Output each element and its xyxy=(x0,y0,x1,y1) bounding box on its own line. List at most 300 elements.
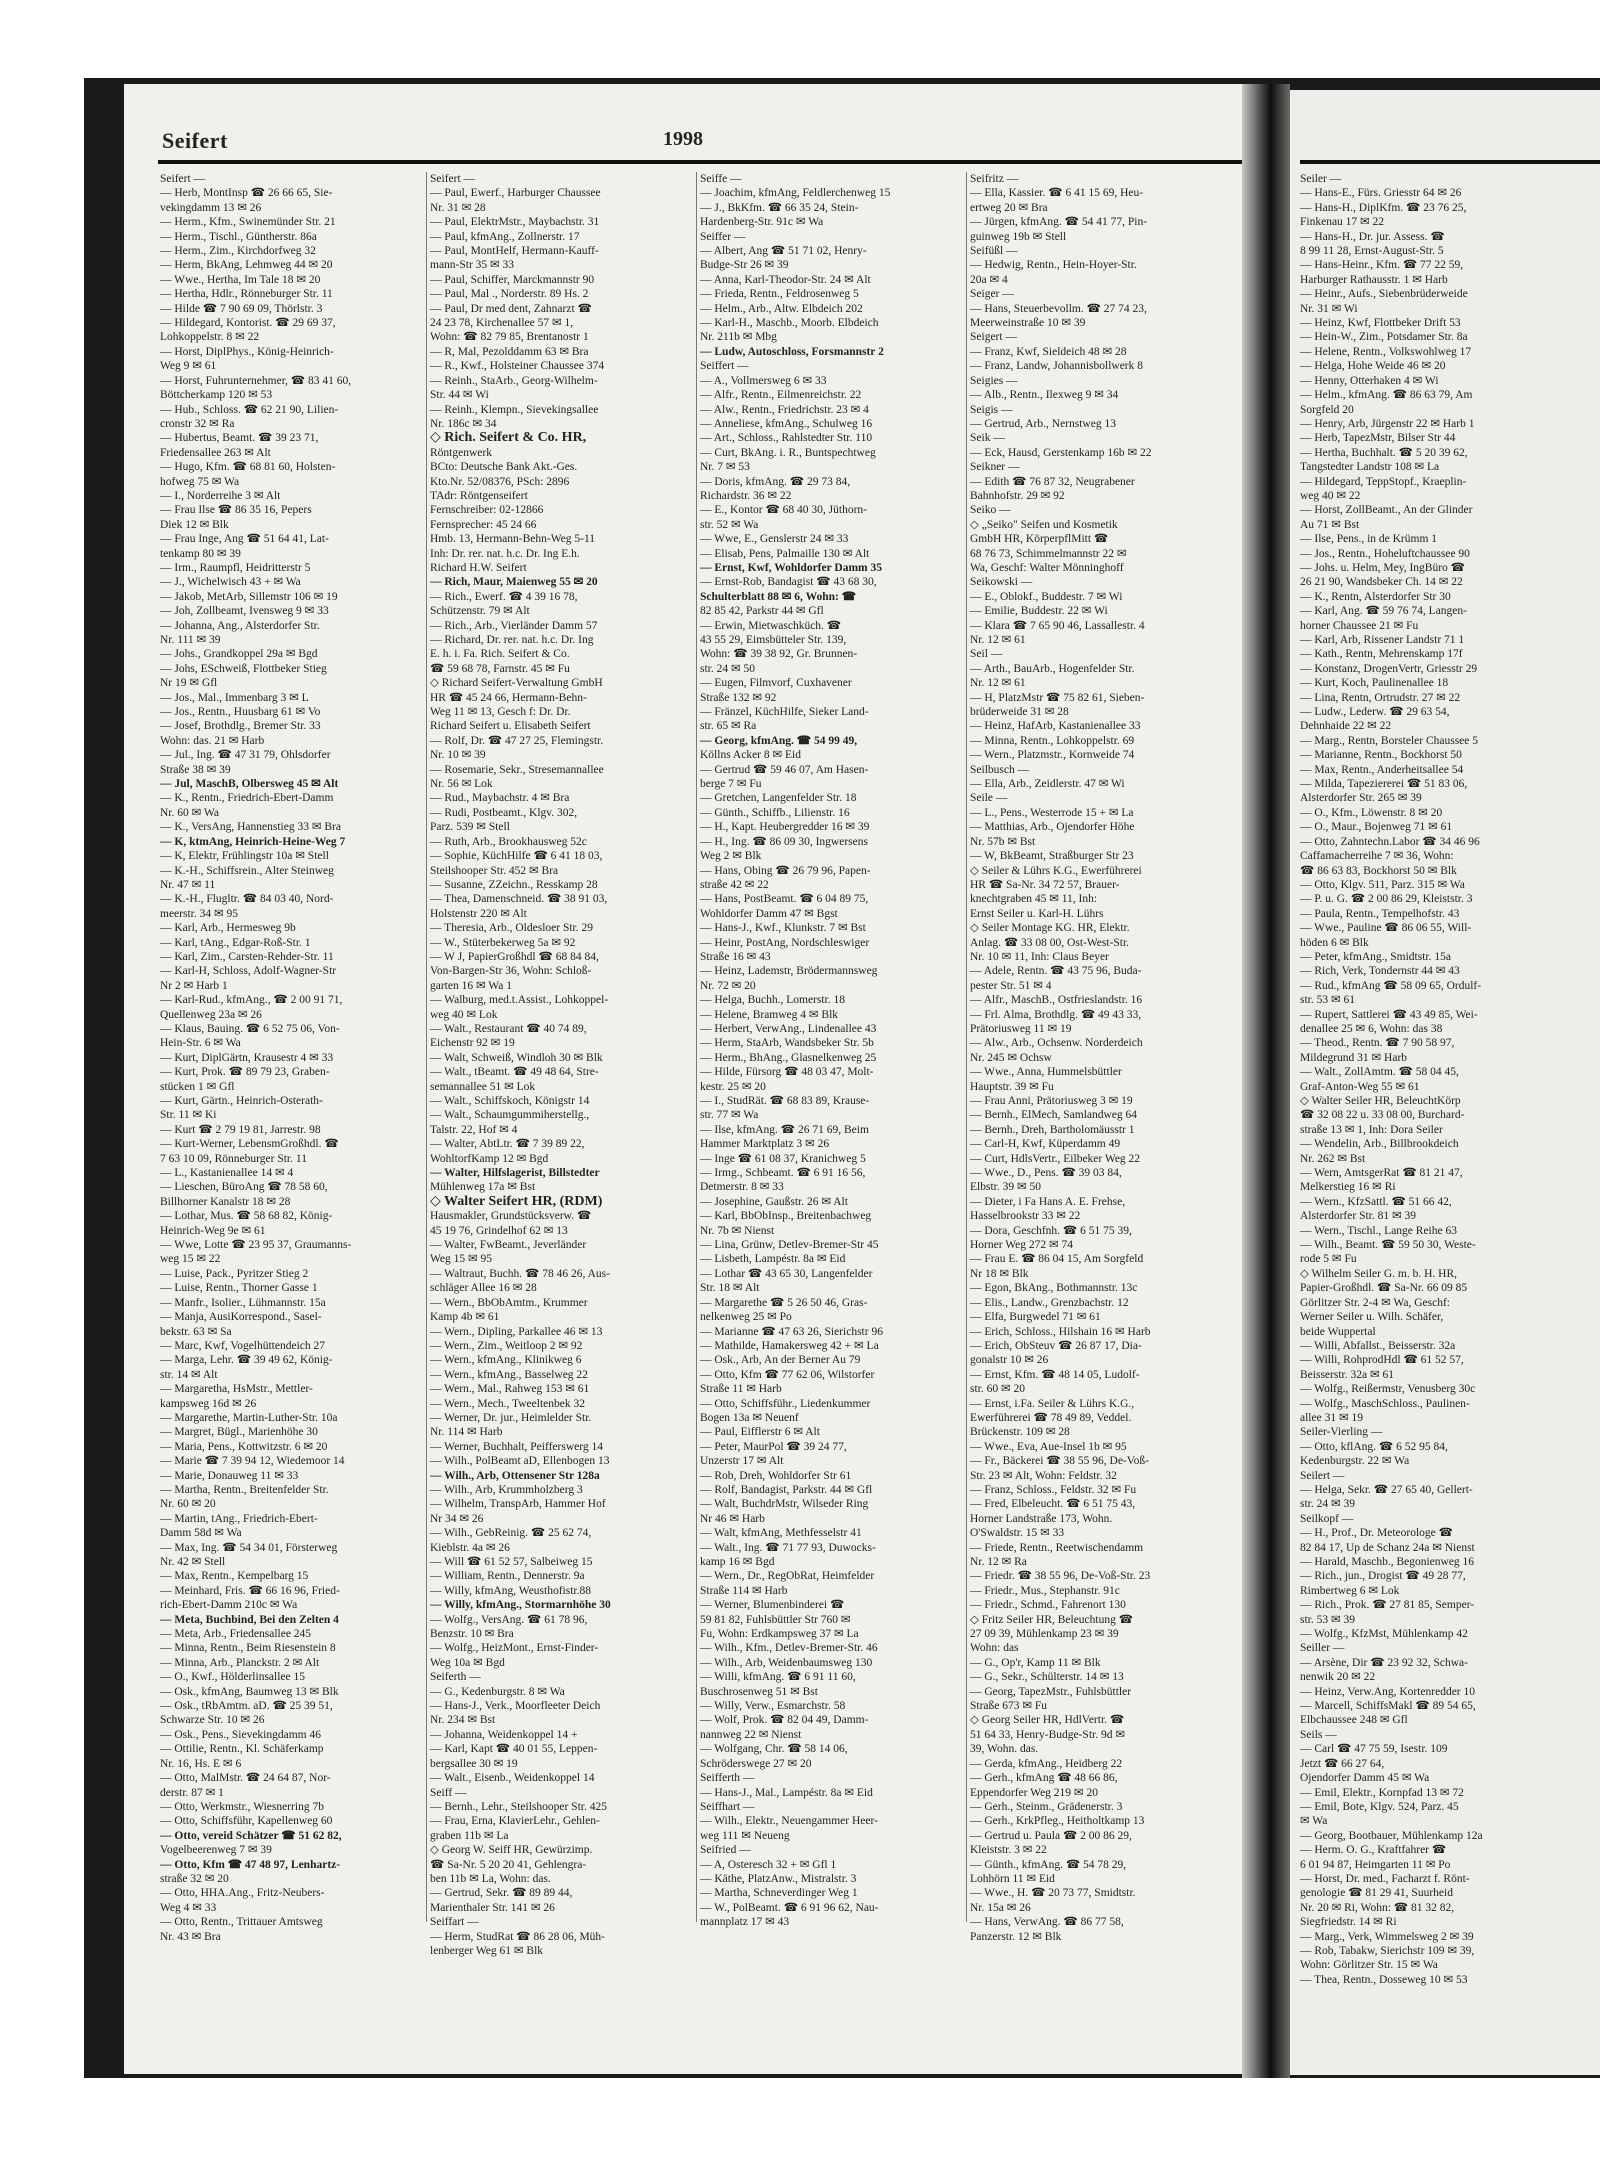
directory-entry-line: HR ☎ Sa-Nr. 34 72 57, Brauer- xyxy=(970,878,1120,891)
directory-entry-line: — Arsène, Dir ☎ 23 92 32, Schwa- xyxy=(1300,1656,1468,1669)
directory-entry-line: Nr. 60 ✉ 20 xyxy=(160,1498,216,1511)
facing-page-column xyxy=(1300,172,1596,1986)
directory-entry-line: Seigies — xyxy=(970,374,1018,387)
directory-entry-line: — Jul, MaschB, Olbersweg 45 ✉ Alt xyxy=(160,778,339,791)
directory-entry-line: — Hans-H., Dr. jur. Assess. ☎ xyxy=(1300,230,1445,243)
directory-entry-line: — Paul, Ewerf., Harburger Chaussee xyxy=(430,187,601,200)
directory-entry-line: Nr. 60 ✉ Wa xyxy=(160,806,219,819)
directory-entry-line: ◇ Georg W. Seiff HR, Gewürzimp. xyxy=(430,1844,593,1857)
directory-entry-line: — Meinhard, Fris. ☎ 66 16 96, Fried- xyxy=(160,1584,340,1597)
directory-entry-line: — Jakob, MetArb, Sillemstr 106 ✉ 19 xyxy=(160,590,338,603)
directory-entry-line: rich-Ebert-Damm 210c ✉ Wa xyxy=(160,1599,298,1612)
directory-entry-line: Schulterblatt 88 ✉ 6, Wohn: ☎ xyxy=(700,590,857,603)
directory-entry-line: Marienthaler Str. 141 ✉ 26 xyxy=(430,1901,555,1914)
directory-entry-line: Nr. 16, Hs. E ✉ 6 xyxy=(160,1757,242,1770)
directory-entry-line: — Wern., Zim., Weitloop 2 ✉ 92 xyxy=(430,1339,583,1352)
directory-entry-line: Billhorner Kanalstr 18 ✉ 28 xyxy=(160,1195,291,1208)
directory-entry-line: str. 24 ✉ 39 xyxy=(1300,1498,1356,1511)
directory-entry-line: Hein-Str. 6 ✉ Wa xyxy=(160,1037,241,1050)
directory-entry-line: cronstr 32 ✉ Ra xyxy=(160,417,235,430)
directory-entry-line: — Herm, StudRat ☎ 86 28 06, Müh- xyxy=(430,1930,605,1943)
directory-entry-line: O'Swaldstr. 15 ✉ 33 xyxy=(970,1527,1065,1540)
directory-entry-line: Ernst Seiler u. Karl-H. Lührs xyxy=(970,907,1104,920)
directory-entry-line: — Wolfg., KfzMst, Mühlenkamp 42 xyxy=(1300,1628,1468,1641)
directory-entry-line: — Irm., Raumpfl, Heidritterstr 5 xyxy=(160,561,311,574)
directory-entry-line: Straße 132 ✉ 92 xyxy=(700,691,777,704)
directory-entry-line: — Rob, Dreh, Wohldorfer Str 61 xyxy=(700,1469,852,1482)
directory-entry-line: Schröderswege 27 ✉ 20 xyxy=(700,1757,812,1770)
directory-entry-line: Damm 58d ✉ Wa xyxy=(160,1527,242,1540)
directory-entry-line: Kleiststr. 3 ✉ 22 xyxy=(970,1844,1047,1857)
directory-entry-line: — Kurt, Gärtn., Heinrich-Osterath- xyxy=(160,1095,323,1107)
directory-entry-line: 20a ✉ 4 xyxy=(970,273,1008,286)
directory-entry-line: — W., PolBeamt. ☎ 6 91 96 62, Nau- xyxy=(700,1901,879,1914)
directory-entry-line: Nr 18 ✉ Blk xyxy=(970,1267,1029,1280)
directory-entry-line: Nr. 12 ✉ Ra xyxy=(970,1556,1027,1568)
directory-entry-line: — Paula, Rentn., Tempelhofstr. 43 xyxy=(1300,907,1460,920)
directory-entry-line: — Paul, Mal ., Norderstr. 89 Hs. 2 xyxy=(430,288,589,301)
directory-entry-line: kamp 16 ✉ Bgd xyxy=(700,1556,775,1568)
directory-entry-line: — Franz, Kwf, Sieldeich 48 ✉ 28 xyxy=(970,345,1127,358)
directory-entry-line: — Lina, Rentn, Ortrudstr. 27 ✉ 22 xyxy=(1300,691,1461,704)
directory-entry-line: — Wern., Mal., Rahweg 153 ✉ 61 xyxy=(430,1383,590,1396)
directory-entry-line: — Wilh., PolBeamt aD, Ellenbogen 13 xyxy=(430,1455,610,1468)
directory-entry-line: Seifritz — xyxy=(970,173,1019,185)
directory-entry-line: — Friedr., Schmd., Fahrenort 130 xyxy=(970,1599,1126,1612)
directory-entry-line: Bogen 13a ✉ Neuenf xyxy=(700,1411,799,1424)
directory-entry-line: genologie ☎ 81 29 41, Suurheid xyxy=(1300,1887,1453,1900)
directory-entry-line: — Marianne ☎ 47 63 26, Sierichstr 96 xyxy=(700,1325,883,1338)
directory-entry-line: — Wern., KfzSattl. ☎ 51 66 42, xyxy=(1300,1195,1452,1208)
directory-entry-line: — Otto, Rentn., Trittauer Amtsweg xyxy=(160,1916,323,1929)
directory-entry-line: — Günth., kfmAng. ☎ 54 78 29, xyxy=(970,1858,1127,1871)
directory-entry-line: bergsallee 30 ✉ 19 xyxy=(430,1757,518,1770)
directory-entry-line: Seiffhart — xyxy=(700,1800,755,1813)
directory-entry-line: Nr 34 ✉ 26 xyxy=(430,1512,484,1525)
directory-entry-line: — P. u. G. ☎ 2 00 86 29, Kleiststr. 3 xyxy=(1300,893,1473,906)
directory-entry-line: — Fränzel, KüchHilfe, Sieker Land- xyxy=(700,706,869,719)
directory-entry-line: — Otto, Zahntechn.Labor ☎ 34 46 96 xyxy=(1300,835,1480,848)
directory-entry-line: Talstr. 22, Hof ✉ 4 xyxy=(430,1123,518,1136)
directory-entry-line: — Ernst-Rob, Bandagist ☎ 43 68 30, xyxy=(700,576,877,589)
directory-entry-line: — Wolf, Prok. ☎ 82 04 49, Damm- xyxy=(700,1714,869,1727)
directory-entry-line: — W J, PapierGroßhdl ☎ 68 84 84, xyxy=(430,950,599,963)
directory-entry-line: Richardstr. 36 ✉ 22 xyxy=(700,489,792,502)
directory-entry-line: Nr. 15a ✉ 26 xyxy=(970,1901,1031,1914)
directory-entry-line: — Waltraut, Buchh. ☎ 78 46 26, Aus- xyxy=(430,1267,610,1280)
directory-entry-line: Weg 10a ✉ Bgd xyxy=(430,1656,505,1669)
directory-entry-line: — Luise, Pack., Pyritzer Stieg 2 xyxy=(160,1267,309,1280)
directory-entry-line: — Franz, Schloss., Feldstr. 32 ✉ Fu xyxy=(970,1483,1137,1496)
directory-entry-line: Eppendorfer Weg 219 ✉ 20 xyxy=(970,1786,1098,1799)
directory-entry-line: kestr. 25 ✉ 20 xyxy=(700,1080,766,1093)
directory-entry-line: — Thea, Rentn., Dosseweg 10 ✉ 53 xyxy=(1300,1973,1468,1986)
directory-entry-line: Weg 11 ✉ 13, Gesch f: Dr. Dr. xyxy=(430,706,571,719)
directory-entry-line: — K., VersAng, Hannenstieg 33 ✉ Bra xyxy=(160,821,341,834)
directory-entry-line: Schwarze Str. 10 ✉ 26 xyxy=(160,1714,265,1727)
directory-entry-line: graben 11b ✉ La xyxy=(430,1829,509,1842)
directory-entry-line: Holstenstr 220 ✉ Alt xyxy=(430,907,527,920)
directory-entry-line: — Margaretha, HsMstr., Mettler- xyxy=(160,1383,313,1396)
directory-entry-line: — Otto, Schiffsführ, Kapellenweg 60 xyxy=(160,1815,333,1828)
directory-entry-line: kampsweg 16d ✉ 26 xyxy=(160,1397,257,1410)
directory-entry-line: — Bernh., ElMech, Samlandweg 64 xyxy=(970,1109,1138,1122)
directory-entry-line: 27 09 39, Mühlenkamp 23 ✉ 39 xyxy=(970,1628,1119,1641)
directory-entry-line: — K, ktmAng, Heinrich-Heine-Weg 7 xyxy=(160,835,346,848)
directory-entry-line: — Elfa, Burgwedel 71 ✉ 61 xyxy=(970,1311,1101,1324)
directory-entry-line: weg 111 ✉ Neueng xyxy=(700,1829,790,1842)
directory-entry-line: meerstr. 34 ✉ 95 xyxy=(160,907,238,920)
directory-entry-line: — A., Vollmersweg 6 ✉ 33 xyxy=(700,374,827,387)
directory-entry-line: Nr 46 ✉ Harb xyxy=(700,1512,765,1525)
directory-entry-line: — Karl, Kapt ☎ 40 01 55, Leppen- xyxy=(430,1743,598,1756)
directory-entry-line: — Willy, kfmAng, Weusthofistr.88 xyxy=(430,1584,591,1597)
directory-entry-line: — Georg, kfmAng. ☎ 54 99 49, xyxy=(700,734,858,747)
directory-entry-line: — Ottilie, Rentn., Kl. Schäferkamp xyxy=(160,1743,324,1756)
directory-entry-line: Weg 2 ✉ Blk xyxy=(700,850,762,863)
directory-entry-line: — Paul, Eifflerstr 6 ✉ Alt xyxy=(700,1426,820,1439)
directory-entry-line: — Werner, Buchhalt, Peifferswerg 14 xyxy=(430,1440,603,1453)
directory-entry-line: — H., Prof., Dr. Meteorologe ☎ xyxy=(1300,1527,1453,1540)
directory-entry-line: Weg 9 ✉ 61 xyxy=(160,360,217,373)
directory-entry-line: — Karl-H., Maschb., Moorb. Elbdeich xyxy=(700,317,879,330)
directory-entry-line: mannplatz 17 ✉ 43 xyxy=(700,1916,790,1929)
directory-entry-line: Kieblstr. 4a ✉ 26 xyxy=(430,1541,510,1554)
directory-entry-line: — Alw., Rentn., Friedrichstr. 23 ✉ 4 xyxy=(700,403,869,416)
directory-entry-line: — Jürgen, kfmAng. ☎ 54 41 77, Pin- xyxy=(970,216,1148,229)
directory-entry-line: — Friedr. ☎ 38 55 96, De-Voß-Str. 23 xyxy=(970,1570,1151,1583)
directory-entry-line: — Rud., Maybachstr. 4 ✉ Bra xyxy=(430,792,570,805)
directory-entry-line: — Walter, FwBeamt., Jeverländer xyxy=(430,1239,587,1252)
directory-entry-line: — Joh, Zollbeamt, Ivensweg 9 ✉ 33 xyxy=(160,605,329,618)
directory-entry-line: — Erich, Schloss., Hilshain 16 ✉ Harb xyxy=(970,1325,1151,1338)
directory-entry-line: — Heinz, HafArb, Kastanienallee 33 xyxy=(970,720,1141,733)
directory-entry-line: — Franz, Landw, Johannisbollwerk 8 xyxy=(970,360,1143,373)
directory-entry-line: — Josephine, Gaußstr. 26 ✉ Alt xyxy=(700,1195,848,1208)
directory-entry-line: 59 81 82, Fuhlsbüttler Str 760 ✉ xyxy=(700,1613,851,1626)
directory-entry-line: — Karl-H, Schloss, Adolf-Wagner-Str xyxy=(160,965,337,978)
directory-entry-line: — Frau Anni, Prätoriusweg 3 ✉ 19 xyxy=(970,1095,1133,1107)
directory-entry-line: — Helene, Bramweg 4 ✉ Blk xyxy=(700,1008,839,1021)
directory-entry-line: str. 53 ✉ 39 xyxy=(1300,1613,1356,1626)
directory-entry-line: Bahnhofstr. 29 ✉ 92 xyxy=(970,489,1065,502)
directory-entry-line: — Walt., Restaurant ☎ 40 74 89, xyxy=(430,1022,587,1035)
directory-entry-line: — Otto, kflAng. ☎ 6 52 95 84, xyxy=(1300,1440,1448,1453)
directory-entry-line: — Willi, kfmAng. ☎ 6 91 11 60, xyxy=(700,1671,856,1684)
directory-entry-line: Fu, Wohn: Erdkampsweg 37 ✉ La xyxy=(700,1628,859,1641)
directory-entry-line: — Willy, Verw., Esmarchstr. 58 xyxy=(700,1700,846,1713)
directory-entry-line: — Martha, Rentn., Breitenfelder Str. xyxy=(160,1483,329,1496)
directory-entry-line: — Paul, ElektrMstr., Maybachstr. 31 xyxy=(430,216,600,229)
directory-entry-line: — Walburg, med.t.Assist., Lohkoppel- xyxy=(430,994,609,1007)
directory-entry-line: — Martha, Schneverdinger Weg 1 xyxy=(700,1887,858,1900)
directory-entry-line: Wohn: das xyxy=(970,1642,1019,1655)
directory-entry-line: schläger Allee 16 ✉ 28 xyxy=(430,1282,537,1295)
directory-entry-line: — Susanne, ZZeichn., Resskamp 28 xyxy=(430,878,598,891)
directory-entry-line: derstr. 87 ✉ 1 xyxy=(160,1786,224,1799)
directory-entry-line: Nr 2 ✉ Harb 1 xyxy=(160,979,228,992)
directory-entry-line: — Hubertus, Beamt. ☎ 39 23 71, xyxy=(160,432,319,445)
directory-entry-line: — Wern., Tischl., Lange Reihe 63 xyxy=(1300,1224,1457,1237)
directory-entry-line: — Paul, MontHelf, Hermann-Kauff- xyxy=(430,245,599,258)
directory-entry-line: — Hildegard, TeppStopf., Kraeplin- xyxy=(1300,475,1467,488)
directory-entry-line: ben 11b ✉ La, Wohn: das. xyxy=(430,1872,551,1885)
directory-entry-line: — Rich., Prok. ☎ 27 81 85, Semper- xyxy=(1300,1599,1475,1612)
directory-entry-line: Straße 114 ✉ Harb xyxy=(700,1584,788,1597)
directory-entry-line: Seils — xyxy=(1300,1728,1337,1741)
directory-entry-line: — Edith ☎ 76 87 32, Neugrabener xyxy=(970,475,1135,488)
directory-entry-line: Nr. 31 ✉ Wi xyxy=(1300,302,1358,315)
directory-entry-line: — Wwe, E., Genslerstr 24 ✉ 33 xyxy=(700,533,849,546)
directory-entry-line: — Frau Inge, Ang ☎ 51 64 41, Lat- xyxy=(160,533,329,546)
directory-entry-line: — Gretchen, Langenfelder Str. 18 xyxy=(700,792,857,805)
directory-entry-line: — Hertha, Hdlr., Rönneburger Str. 11 xyxy=(160,288,333,301)
directory-entry-line: — Matthias, Arb., Ojendorfer Höhe xyxy=(970,821,1135,834)
directory-entry-line: — Kurt, Koch, Paulinenallee 18 xyxy=(1300,677,1449,690)
directory-entry-line: horner Chaussee 21 ✉ Fu xyxy=(1300,619,1419,632)
directory-entry-line: — Fred, Elbeleucht. ☎ 6 51 75 43, xyxy=(970,1498,1136,1511)
directory-entry-line: Diek 12 ✉ Blk xyxy=(160,518,229,531)
directory-entry-line: vekingdamm 13 ✉ 26 xyxy=(160,201,262,214)
directory-entry-line: Nr. 10 ✉ 11, Inh: Claus Beyer xyxy=(970,950,1109,963)
directory-entry-line: — H., Kapt. Heubergredder 16 ✉ 39 xyxy=(700,821,870,834)
directory-entry-line: — J., Wichelwisch 43 + ✉ Wa xyxy=(160,576,301,589)
directory-entry-line: — Gerh., KrkPfleg., Heitholtkamp 13 xyxy=(970,1815,1145,1828)
directory-entry-line: E. h. i. Fa. Rich. Seifert & Co. xyxy=(430,648,570,661)
directory-entry-line: Lohhörn 11 ✉ Eid xyxy=(970,1872,1055,1885)
directory-entry-line: Nr. 7 ✉ 53 xyxy=(700,461,750,474)
directory-entry-line: — Lothar, Mus. ☎ 58 68 82, König- xyxy=(160,1210,333,1223)
directory-entry-line: — Wwe., Eva, Aue-Insel 1b ✉ 95 xyxy=(970,1440,1127,1453)
directory-entry-line: — Marie ☎ 7 39 94 12, Wiedemoor 14 xyxy=(160,1455,345,1468)
directory-entry-line: — Hilde, Fürsorg ☎ 48 03 47, Molt- xyxy=(700,1066,874,1079)
directory-entry-line: Str. 23 ✉ Alt, Wohn: Feldstr. 32 xyxy=(970,1469,1117,1482)
directory-entry-line: — Wwe., Pauline ☎ 86 06 55, Will- xyxy=(1300,922,1472,935)
directory-entry-line: — Osk., Arb, An der Berner Au 79 xyxy=(700,1354,861,1367)
directory-entry-line: Nr. 7b ✉ Nienst xyxy=(700,1224,775,1237)
directory-entry-line: — Martin, tAng., Friedrich-Ebert- xyxy=(160,1512,318,1525)
directory-entry-line: — Horst, Fuhrunternehmer, ☎ 83 41 60, xyxy=(160,374,352,387)
directory-entry-line: — Marcell, SchiffsMakl ☎ 89 54 65, xyxy=(1300,1700,1476,1713)
page-number: 1998 xyxy=(663,128,703,150)
directory-entry-line: Wa, Geschf: Walter Mönninghoff xyxy=(970,561,1124,574)
directory-entry-line: — Herb, MontInsp ☎ 26 66 65, Sie- xyxy=(160,187,333,200)
directory-entry-line: — Walt., ZollAmtm. ☎ 58 04 45, xyxy=(1300,1066,1459,1079)
directory-entry-line: — E., Kontor ☎ 68 40 30, Jüthorn- xyxy=(700,504,868,517)
directory-entry-line: — Helene, Rentn., Volkswohlweg 17 xyxy=(1300,345,1472,358)
directory-entry-line: — Wilh., GebReinig. ☎ 25 62 74, xyxy=(430,1527,592,1540)
directory-entry-line: — Erwin, Mietwaschküch. ☎ xyxy=(700,619,842,632)
directory-entry-line: — Wolfg., Reißermstr, Venusberg 30c xyxy=(1300,1383,1476,1396)
directory-entry-line: Elbstr. 39 ✉ 50 xyxy=(970,1181,1041,1194)
directory-entry-line: — Peter, kfmAng., Smidtstr. 15a xyxy=(1300,950,1451,963)
directory-entry-line: — Jos., Rentn., Hoheluftchaussee 90 xyxy=(1300,547,1470,560)
directory-entry-line: — Otto, Klgv. 511, Parz. 315 ✉ Wa xyxy=(1300,878,1465,891)
directory-entry-line: — Wwe., H. ☎ 20 73 77, Smidtstr. xyxy=(970,1887,1136,1900)
directory-entry-line: — Wilhelm, TranspArb, Hammer Hof xyxy=(430,1498,606,1511)
directory-entry-line: Buschrosenweg 51 ✉ Bst xyxy=(700,1685,818,1698)
directory-entry-line: — Emilie, Buddestr. 22 ✉ Wi xyxy=(970,605,1108,618)
directory-entry-line: — Max, Rentn., Anderheitsallee 54 xyxy=(1300,763,1464,776)
directory-entry-line: Panzerstr. 12 ✉ Blk xyxy=(970,1930,1062,1943)
directory-entry-line: Seiko — xyxy=(970,504,1011,517)
directory-entry-line: HR ☎ 45 24 66, Hermann-Behn- xyxy=(430,691,587,704)
directory-entry-line: — Emil, Bote, Klgv. 524, Parz. 45 xyxy=(1300,1800,1459,1813)
directory-entry-line: — Lisbeth, Lampéstr. 8a ✉ Eid xyxy=(700,1253,846,1266)
directory-entry-line: — Gerh., kfmAng ☎ 48 66 86, xyxy=(970,1772,1118,1785)
directory-entry-line: — Herm., Zim., Kirchdorfweg 32 xyxy=(160,245,316,258)
directory-entry-line: str. 60 ✉ 20 xyxy=(970,1383,1026,1396)
directory-entry-line: Parz. 539 ✉ Stell xyxy=(430,821,510,834)
directory-entry-line: Seigis — xyxy=(970,403,1013,416)
directory-entry-line: — Hedwig, Rentn., Hein-Hoyer-Str. xyxy=(970,259,1137,272)
directory-entry-line: — Sophie, KüchHilfe ☎ 6 41 18 03, xyxy=(430,850,603,863)
directory-entry-line: nenwik 20 ✉ 22 xyxy=(1300,1671,1376,1684)
directory-entry-line: Ewerführerei ☎ 78 49 89, Veddel. xyxy=(970,1411,1132,1424)
directory-entry-line: gonalstr 10 ✉ 26 xyxy=(970,1354,1049,1367)
directory-entry-line: Meerweinstraße 10 ✉ 39 xyxy=(970,317,1086,330)
column-divider xyxy=(696,172,697,1922)
directory-entry-line: — Ilse, Pens., in de Krümm 1 xyxy=(1300,533,1438,546)
directory-entry-line: Lohkoppelstr. 8 ✉ 22 xyxy=(160,331,260,344)
directory-entry-line: str. 65 ✉ Ra xyxy=(700,720,757,733)
directory-entry-line: — Heinz, Kwf, Flottbeker Drift 53 xyxy=(1300,317,1461,330)
directory-entry-line: Quellenweg 23a ✉ 26 xyxy=(160,1008,262,1021)
directory-entry-line: Seifert — xyxy=(430,173,476,185)
directory-entry-line: tenkamp 80 ✉ 39 xyxy=(160,547,241,560)
directory-entry-line: — Wilh., Arb, Ottensener Str 128a xyxy=(430,1469,600,1482)
directory-entry-line: 43 55 29, Eimsbütteler Str. 139, xyxy=(700,634,847,646)
directory-entry-line: — Karl, Ang. ☎ 59 76 74, Langen- xyxy=(1300,605,1467,618)
directory-entry-line: — Walt., tBeamt. ☎ 49 48 64, Stre- xyxy=(430,1066,599,1079)
running-head-name: Seifert xyxy=(162,128,228,153)
directory-entry-line: Wohn: ☎ 39 38 92, Gr. Brunnen- xyxy=(700,648,858,661)
directory-entry-line: Straße 38 ✉ 39 xyxy=(160,763,231,776)
directory-entry-line: — Manfr., Isolier., Lühmannstr. 15a xyxy=(160,1296,326,1309)
directory-entry-line: — Rosemarie, Sekr., Stresemannallee xyxy=(430,763,604,776)
directory-entry-line: — Walter, Hilfslagerist, Billstedter xyxy=(430,1167,600,1180)
directory-entry-line: Mühlenweg 17a ✉ Bst xyxy=(430,1181,536,1194)
directory-entry-line: — K., Rentn., Friedrich-Ebert-Damm xyxy=(160,792,334,805)
directory-entry-line: — W., Stüterbekerweg 5a ✉ 92 xyxy=(430,936,576,949)
directory-entry-line: Seiger — xyxy=(970,288,1014,301)
directory-entry-line: — Hans-J., Mal., Lampéstr. 8a ✉ Eid xyxy=(700,1786,873,1799)
directory-entry-line: Seikowski — xyxy=(970,576,1033,589)
page-header xyxy=(158,126,1242,156)
directory-entry-line: — Frl. Alma, Brothdlg. ☎ 49 43 33, xyxy=(970,1008,1142,1021)
directory-entry-line: Harburger Rathausstr. 1 ✉ Harb xyxy=(1300,273,1448,286)
directory-entry-line: — Meta, Buchbind, Bei den Zelten 4 xyxy=(160,1613,339,1626)
directory-entry-line: — Osk., tRbAmtm. aD. ☎ 25 39 51, xyxy=(160,1700,333,1713)
directory-entry-line: — Minna, Arb., Planckstr. 2 ✉ Alt xyxy=(160,1656,320,1669)
directory-entry-line: — Hub., Schloss. ☎ 62 21 90, Lilien- xyxy=(160,403,339,416)
directory-column-2 xyxy=(430,172,692,1957)
directory-entry-line: — Eugen, Filmvorf, Cuxhavener xyxy=(700,677,852,690)
directory-entry-line: ◇ Walter Seifert HR, (RDM) xyxy=(430,1193,603,1209)
directory-entry-line: rode 5 ✉ Fu xyxy=(1300,1253,1357,1266)
directory-entry-line: Weg 15 ✉ 95 xyxy=(430,1253,493,1266)
directory-entry-line: Seilbusch — xyxy=(970,763,1030,776)
directory-entry-line: Nr. 31 ✉ 28 xyxy=(430,201,486,214)
directory-entry-line: — Friedr., Mus., Stephanstr. 91c xyxy=(970,1584,1120,1597)
directory-entry-line: Seiferth — xyxy=(430,1671,481,1684)
directory-entry-line: Fernsprecher: 45 24 66 xyxy=(430,518,537,531)
directory-entry-line: — Walter, AbtLtr. ☎ 7 39 89 22, xyxy=(430,1138,585,1151)
directory-column-1 xyxy=(160,172,422,1943)
directory-entry-line: — Bernh., Lehr., Steilshooper Str. 425 xyxy=(430,1800,607,1813)
directory-entry-line: — Marg., Verk, Wimmelsweg 2 ✉ 39 xyxy=(1300,1930,1474,1943)
directory-entry-line: — Wern., kfmAng., Basselweg 22 xyxy=(430,1368,588,1381)
directory-entry-line: — Thea, Damenschneid. ☎ 38 91 03, xyxy=(430,893,608,906)
directory-entry-line: — Curt, HdlsVertr., Eilbeker Weg 22 xyxy=(970,1152,1141,1165)
directory-entry-line: — Alw., Arb., Ochsenw. Norderdeich xyxy=(970,1037,1143,1050)
directory-entry-line: ◇ „Seiko" Seifen und Kosmetik xyxy=(970,518,1118,531)
directory-entry-line: Seik — xyxy=(970,432,1005,445)
directory-entry-line: Caffamacherreihe 7 ✉ 36, Wohn: xyxy=(1300,850,1454,863)
directory-entry-line: Hasselbrookstr 33 ✉ 22 xyxy=(970,1210,1081,1223)
directory-entry-line: WohltorfKamp 12 ✉ Bgd xyxy=(430,1152,549,1165)
directory-entry-line: — Hertha, Buchhalt. ☎ 5 20 39 62, xyxy=(1300,446,1468,459)
directory-entry-line: — O., Kfm., Löwenstr. 8 ✉ 20 xyxy=(1300,806,1443,819)
directory-entry-line: ✉ Wa xyxy=(1300,1815,1328,1828)
directory-entry-line: ☎ 59 68 78, Farnstr. 45 ✉ Fu xyxy=(430,662,570,675)
directory-entry-line: — Käthe, PlatzAnw., Mistralstr. 3 xyxy=(700,1872,857,1885)
directory-entry-line: Hausmakler, Grundstücksverw. ☎ xyxy=(430,1210,592,1223)
directory-entry-line: — Hildegard, Kontorist. ☎ 29 69 37, xyxy=(160,317,336,330)
directory-entry-line: — K.-H., Flugltr. ☎ 84 03 40, Nord- xyxy=(160,893,334,906)
directory-entry-line: — Reinh., Klempn., Sievekingsallee xyxy=(430,403,599,416)
directory-entry-line: — Kath., Rentn, Mehrenskamp 17f xyxy=(1300,648,1463,661)
directory-entry-line: Dehnhaide 22 ✉ 22 xyxy=(1300,720,1392,733)
directory-entry-line: — I., StudRät. ☎ 68 83 89, Krause- xyxy=(700,1095,870,1107)
directory-entry-line: 39, Wohn. das. xyxy=(970,1743,1039,1756)
directory-entry-line: — Hans-E., Fürs. Griesstr 64 ✉ 26 xyxy=(1300,187,1462,200)
directory-entry-line: Horner Landstraße 173, Wohn. xyxy=(970,1512,1113,1525)
directory-entry-line: — Elisab, Pens, Palmaille 130 ✉ Alt xyxy=(700,547,870,560)
directory-entry-line: — L., Pens., Westerrode 15 + ✉ La xyxy=(970,806,1134,819)
directory-entry-line: ◇ Seiler & Lührs K.G., Ewerführerei xyxy=(970,864,1142,877)
directory-entry-line: GmbH HR, KörperpflMitt ☎ xyxy=(970,533,1109,546)
directory-entry-line: — Max, Ing. ☎ 54 34 01, Försterweg xyxy=(160,1541,338,1554)
directory-entry-line: berge 7 ✉ Fu xyxy=(700,778,762,791)
directory-entry-line: garten 16 ✉ Wa 1 xyxy=(430,979,512,992)
directory-entry-line: — Walt, Schweiß, Windloh 30 ✉ Blk xyxy=(430,1051,603,1064)
directory-entry-line: — Max, Rentn., Kempelbarg 15 xyxy=(160,1570,309,1583)
column-divider xyxy=(426,172,427,1922)
directory-entry-line: — Wilh., Kfm., Detlev-Bremer-Str. 46 xyxy=(700,1642,878,1655)
header-rule xyxy=(158,160,1242,164)
directory-entry-line: — Gerda, kfmAng., Heidberg 22 xyxy=(970,1757,1123,1770)
directory-entry-line: Nr. 72 ✉ 20 xyxy=(700,979,756,992)
directory-entry-line: Au 71 ✉ Bst xyxy=(1300,518,1360,531)
directory-entry-line: — Wwe, Lotte ☎ 23 95 37, Graumanns- xyxy=(160,1239,352,1252)
directory-entry-line: — Helga, Hohe Weide 46 ✉ 20 xyxy=(1300,360,1446,373)
directory-entry-line: — Rich., Ewerf. ☎ 4 39 16 78, xyxy=(430,590,578,603)
directory-entry-line: Wohn: ☎ 82 79 85, Brentanostr 1 xyxy=(430,331,589,344)
directory-entry-line: — Willi, Abfallst., Beisserstr. 32a xyxy=(1300,1339,1456,1352)
directory-entry-line: 6 01 94 87, Heimgarten 11 ✉ Po xyxy=(1300,1858,1451,1871)
directory-entry-line: — Meta, Arb., Friedensallee 245 xyxy=(160,1628,312,1641)
directory-entry-line: 7 63 10 09, Rönneburger Str. 11 xyxy=(160,1152,307,1165)
directory-entry-line: beide Wuppertal xyxy=(1300,1325,1376,1338)
directory-entry-line: Nr. 111 ✉ 39 xyxy=(160,634,221,646)
directory-entry-line: — Dieter, i Fa Hans A. E. Frehse, xyxy=(970,1195,1126,1208)
directory-entry-line: — Dora, Geschfnh. ☎ 6 51 75 39, xyxy=(970,1224,1132,1237)
directory-entry-line: — Hans-Heinr., Kfm. ☎ 77 22 59, xyxy=(1300,259,1464,272)
directory-entry-line: — Richard, Dr. rer. nat. h.c. Dr. Ing xyxy=(430,634,594,646)
directory-entry-line: Richard H.W. Seifert xyxy=(430,561,527,574)
directory-entry-line: — Marc, Kwf, Vogelhüttendeich 27 xyxy=(160,1339,326,1352)
